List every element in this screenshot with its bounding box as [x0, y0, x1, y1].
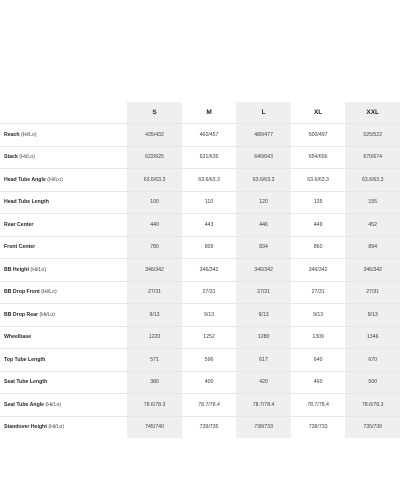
row-label: [0, 416, 127, 438]
table-row: [0, 416, 400, 438]
value-cell: 446: [236, 214, 291, 237]
row-label: [0, 371, 127, 394]
value-cell: 440: [127, 214, 182, 237]
value-cell: 640/643: [236, 146, 291, 169]
value-cell: 780: [127, 236, 182, 259]
table-row: [0, 394, 400, 417]
row-label: [0, 304, 127, 327]
value-cell: 78.7/78.4: [182, 394, 237, 417]
value-cell: 63.6/63.3: [127, 169, 182, 192]
row-label: [0, 349, 127, 372]
size-header-l: L: [236, 102, 291, 124]
value-cell: 834: [236, 236, 291, 259]
table-row: [0, 371, 400, 394]
table-row: [0, 214, 400, 237]
row-qualifier: (Hi/Lo): [39, 311, 56, 318]
table-row: [0, 259, 400, 282]
value-cell: 27/31: [345, 281, 400, 304]
value-cell: 460/457: [182, 124, 237, 147]
value-cell: 738/733: [236, 416, 291, 438]
row-qualifier: (Hi/Lo): [41, 289, 57, 296]
row-name: Front Center: [4, 244, 36, 251]
value-cell: 380: [127, 371, 182, 394]
value-cell: 63.6/63.3: [291, 169, 346, 192]
table-row: [0, 124, 400, 147]
row-name: Seat Tube Angle: [4, 401, 45, 408]
table-row: [0, 326, 400, 349]
value-cell: 1252: [182, 326, 237, 349]
value-cell: 9/13: [345, 304, 400, 327]
row-name: Standover Height: [4, 424, 47, 431]
value-cell: 525/522: [345, 124, 400, 147]
row-label: [0, 214, 127, 237]
value-cell: 110: [182, 191, 237, 214]
value-cell: 9/13: [127, 304, 182, 327]
row-label: [0, 326, 127, 349]
value-cell: 738/733: [291, 416, 346, 438]
table-row: [0, 281, 400, 304]
value-cell: 449: [291, 214, 346, 237]
value-cell: 1220: [127, 326, 182, 349]
value-cell: 809: [182, 236, 237, 259]
row-name: Head Tube Length: [4, 199, 49, 206]
table-row: [0, 304, 400, 327]
value-cell: 631/635: [182, 146, 237, 169]
size-header-row: [0, 102, 400, 124]
value-cell: 1280: [236, 326, 291, 349]
value-cell: 452: [345, 214, 400, 237]
size-header-xl: XL: [313, 109, 323, 116]
value-cell: 460: [291, 371, 346, 394]
row-name: Rear Center: [4, 221, 34, 228]
row-qualifier: (Hi/Lo): [47, 176, 63, 183]
row-label: [0, 394, 127, 417]
value-cell: 346/342: [236, 259, 291, 282]
value-cell: 346/342: [127, 259, 182, 282]
value-cell: 135: [291, 191, 346, 214]
value-cell: 9/13: [236, 304, 291, 327]
value-cell: 346/342: [291, 259, 346, 282]
row-label: [0, 236, 127, 259]
row-name: Seat Tube Length: [4, 379, 48, 386]
row-name: BB Height: [4, 266, 30, 273]
value-cell: 27/31: [182, 281, 237, 304]
value-cell: 346/342: [182, 259, 237, 282]
value-cell: 400: [182, 371, 237, 394]
value-cell: 78.6/78.3: [345, 394, 400, 417]
row-qualifier: (Hi/Lo): [21, 131, 37, 138]
value-cell: 9/13: [291, 304, 346, 327]
header-spacer: [0, 102, 127, 124]
table-row: [0, 236, 400, 259]
row-label: [0, 191, 127, 214]
row-qualifier: (Hi/Lo): [45, 401, 62, 408]
size-header-m: M: [206, 109, 212, 116]
value-cell: 571: [127, 349, 182, 372]
value-cell: 894: [345, 236, 400, 259]
value-cell: 500/497: [291, 124, 346, 147]
value-cell: 78.7/78.4: [291, 394, 346, 417]
row-label: [0, 169, 127, 192]
value-cell: 617: [236, 349, 291, 372]
value-cell: 596: [182, 349, 237, 372]
value-cell: 63.6/63.3: [236, 169, 291, 192]
row-label: [0, 259, 127, 282]
row-name: BB Drop Rear: [4, 311, 39, 318]
row-qualifier: (Hi/Lo): [30, 266, 47, 273]
row-qualifier: (Hi/Lo): [48, 424, 64, 431]
value-cell: 860: [291, 236, 346, 259]
table-row: [0, 191, 400, 214]
value-cell: 654/656: [291, 146, 346, 169]
value-cell: 500: [345, 371, 400, 394]
table-row: [0, 169, 400, 192]
value-cell: 63.6/63.3: [345, 169, 400, 192]
size-header-s: S: [127, 102, 182, 124]
value-cell: 9/13: [182, 304, 237, 327]
value-cell: 27/31: [236, 281, 291, 304]
value-cell: 735/730: [345, 416, 400, 438]
size-header-xxl: XXL: [345, 102, 400, 124]
row-label: [0, 124, 127, 147]
value-cell: 443: [182, 214, 237, 237]
value-cell: 622/625: [127, 146, 182, 169]
row-label: [0, 146, 127, 169]
value-cell: 435/432: [127, 124, 182, 147]
value-cell: 155: [345, 191, 400, 214]
table-row: [0, 146, 400, 169]
row-name: Wheelbase: [4, 334, 32, 341]
value-cell: 63.6/63.3: [182, 169, 237, 192]
value-cell: 78.6/78.3: [127, 394, 182, 417]
table-row: [0, 349, 400, 372]
row-label: [0, 281, 127, 304]
value-cell: 346/342: [345, 259, 400, 282]
geometry-table: [0, 102, 400, 438]
row-name: Stack: [4, 154, 18, 161]
row-name: Reach: [4, 131, 20, 138]
row-qualifier: (Hi/Lo): [19, 154, 35, 161]
value-cell: 27/31: [291, 281, 346, 304]
value-cell: 120: [236, 191, 291, 214]
row-name: Top Tube Length: [4, 356, 46, 363]
value-cell: 1346: [345, 326, 400, 349]
value-cell: 420: [236, 371, 291, 394]
value-cell: 739/735: [182, 416, 237, 438]
value-cell: 640: [291, 349, 346, 372]
row-name: Head Tube Angle: [4, 176, 46, 183]
value-cell: 480/477: [236, 124, 291, 147]
value-cell: 100: [127, 191, 182, 214]
value-cell: 745/740: [127, 416, 182, 438]
value-cell: 670: [345, 349, 400, 372]
value-cell: 27/31: [127, 281, 182, 304]
value-cell: 1309: [291, 326, 346, 349]
value-cell: 670/674: [345, 146, 400, 169]
value-cell: 78.7/78.4: [236, 394, 291, 417]
row-name: BB Drop Front: [4, 289, 40, 296]
